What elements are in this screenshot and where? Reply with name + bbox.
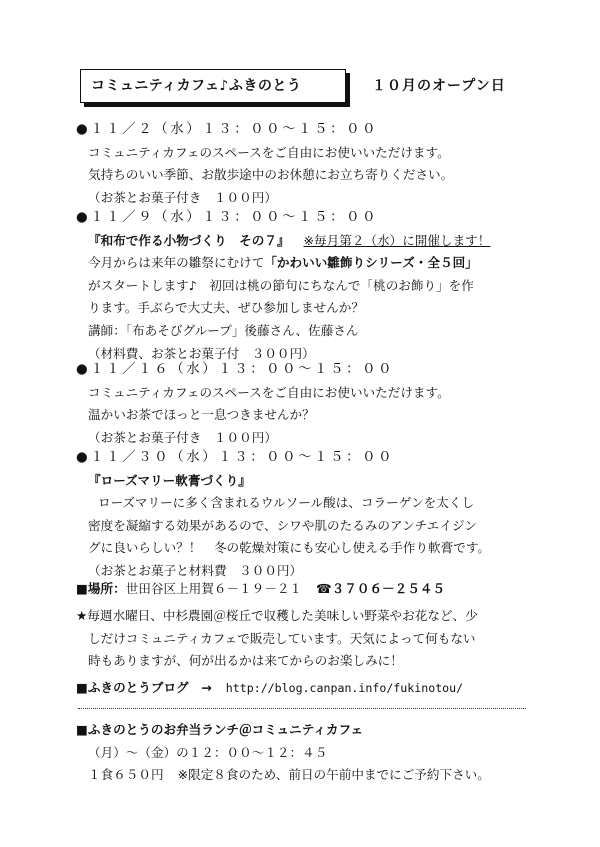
divider [78, 708, 526, 709]
event-1-line-1: コミュニティカフェのスペースをご自由にお使いいただけます。 [88, 144, 450, 160]
event-4-price: （お茶とお菓子と材料費 ３００円） [88, 562, 303, 578]
event-3-line-2: 温かいお茶でほっと一息つきませんか？ [88, 407, 315, 423]
place-tel: ☎３７０６－２５４５ [316, 581, 446, 596]
event-4-title: 『ローズマリー軟膏づくり』 [88, 472, 251, 488]
event-2-line-2: がスタートします♪ 初回は桃の節句にちなんで「桃のお飾り」を作 [88, 277, 474, 293]
event-2-title: 『和布で作る小物づくり その７』 [88, 232, 290, 248]
notice [76, 605, 546, 673]
event-2-price: （材料費、お茶とお菓子付 ３００円） [88, 345, 315, 361]
lunch-price: １食６５０円 [88, 767, 164, 783]
event-2 [76, 207, 546, 365]
event-4-line-3: グに良いらしい？！ 冬の乾燥対策にも安心し使える手作り軟膏です。 [88, 540, 490, 556]
event-4-date: ●１１／３０（水）１３：００〜１５：００ [76, 450, 395, 465]
event-2-line-1: 今月からは来年の雛祭にむけて [88, 255, 265, 271]
blog-label: ■ふきのとうブログ → [76, 680, 212, 695]
blog-info [76, 677, 546, 700]
place-info [76, 578, 546, 601]
event-4-line-1: ローズマリーに多く含まれるウルソール酸は、コラーゲンを太くし [98, 495, 475, 511]
event-3-line-1: コミュニティカフェのスペースをご自由にお使いいただけます。 [88, 384, 450, 400]
lunch-note: ※限定８食のため、前日の午前中までにご予約下さい。 [177, 767, 490, 783]
event-1 [76, 119, 546, 209]
event-3-price: （お茶とお菓子付き １００円） [88, 429, 277, 445]
lunch-title: ■ふきのとうのお弁当ランチ＠コミュニティカフェ [76, 722, 364, 737]
lunch-hours: （月）〜（金）の１２：００〜１２：４５ [88, 744, 328, 760]
page-title: コミュニティカフェ♪ふきのとう [80, 69, 346, 103]
page-subtitle: １０月のオープン日 [372, 78, 506, 94]
place-label: ■場所： [76, 581, 126, 596]
event-4 [76, 447, 546, 583]
event-4-line-2: 密度を凝縮する効果があるので、シワや肌のたるみのアンチエイジン [88, 517, 477, 533]
event-3 [76, 359, 546, 449]
blog-url[interactable]: http://blog.canpan.info/fukinotou/ [225, 681, 464, 695]
place-address: 世田谷区上用賀６－１９－２１ [125, 581, 302, 596]
lunch-info [76, 719, 546, 787]
notice-line-1: ★毎週水曜日、中杉農園＠桜丘で収穫した美味しい野菜やお花など、少 [76, 608, 478, 623]
notice-line-2: しだけコミュニティカフェで販売しています。天気によって何もない [88, 630, 476, 646]
event-2-date: ●１１／９（水）１３：００〜１５：００ [76, 210, 379, 225]
event-1-line-2: 気持ちのいい季節、お散歩途中のお休憩にお立ち寄りください。 [88, 167, 454, 183]
notice-line-3: 時もありますが、何が出るかは来てからのお楽しみに！ [88, 653, 403, 669]
event-1-price: （お茶とお菓子付き １００円） [88, 189, 277, 205]
header [80, 69, 540, 109]
event-2-series-name: 「かわいい雛飾りシリーズ・全５回」 [264, 255, 478, 271]
event-1-date: ●１１／２（水）１３：００〜１５：００ [76, 122, 379, 137]
event-3-date: ●１１／１６（水）１３：００〜１５：００ [76, 362, 395, 377]
event-2-line-3: ります。手ぶらで大丈夫、ぜひ参加しませんか？ [88, 300, 364, 316]
event-2-title-note: ※毎月第２（水）に開催します！ [303, 232, 491, 248]
event-2-instructor: 講師：「布あそびグループ」後藤さん、佐藤さん [88, 322, 359, 338]
